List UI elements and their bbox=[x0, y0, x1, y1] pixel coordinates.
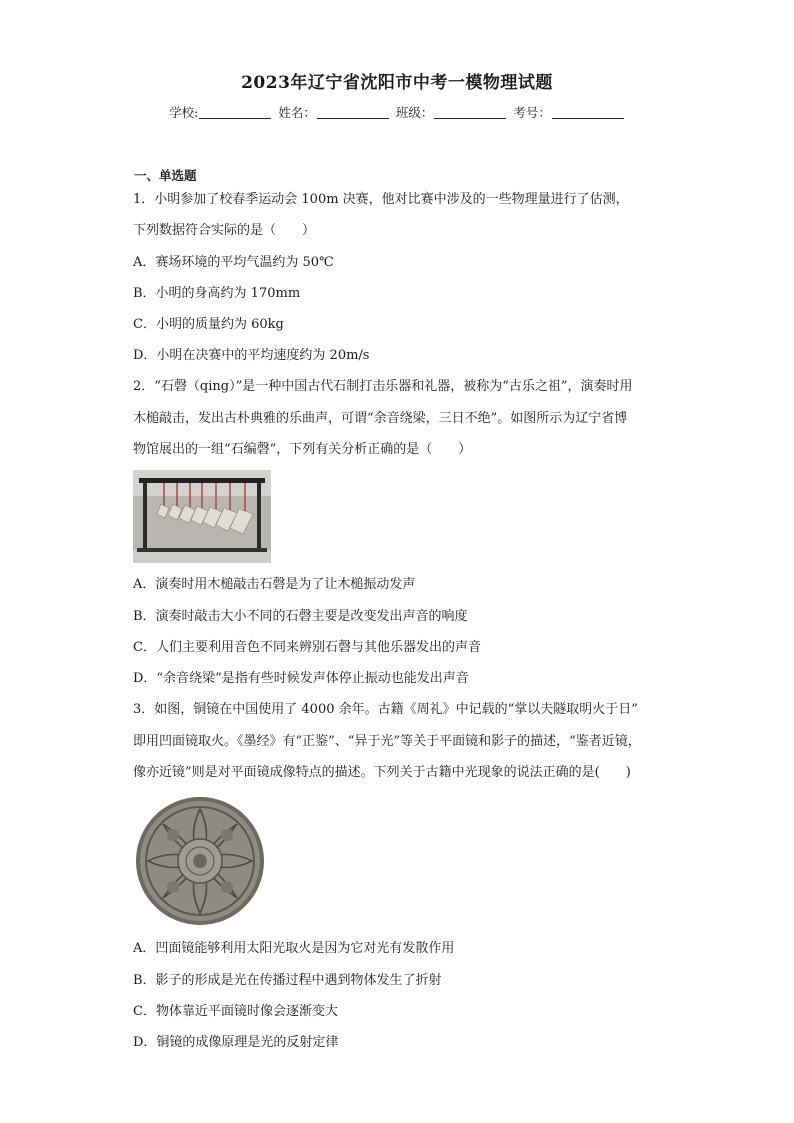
q3-option-d: D．铜镜的成像原理是光的反射定律 bbox=[133, 1035, 339, 1050]
page-title: 2023年辽宁省沈阳市中考一模物理试题 bbox=[241, 73, 553, 93]
q3-stem-line3: 像亦近镜”则是对平面镜成像特点的描述。下列关于古籍中光现象的说法正确的是( ) bbox=[133, 765, 631, 780]
q1-stem-line2: 下列数据符合实际的是（ ） bbox=[133, 223, 316, 238]
school-blank[interactable] bbox=[199, 106, 271, 119]
class-blank[interactable] bbox=[434, 106, 506, 119]
q3-option-c: C．物体靠近平面镜时像会逐渐变大 bbox=[133, 1004, 338, 1019]
q3-option-b: B．影子的形成是光在传播过程中遇到物体发生了折射 bbox=[133, 973, 442, 988]
q2-stem-line2: 木槌敲击，发出古朴典雅的乐曲声，可谓“余音绕梁，三日不绝”。如图所示为辽宁省博 bbox=[133, 411, 628, 426]
stone-chime-photo bbox=[133, 470, 271, 563]
q1-stem-line1: 1．小明参加了校春季运动会 100m 决赛，他对比赛中涉及的一些物理量进行了估测， bbox=[133, 192, 629, 207]
bronze-mirror-photo bbox=[133, 795, 267, 927]
class-label: 班级： bbox=[395, 105, 434, 120]
q3-stem-line2: 即用凹面镜取火。《墨经》有“正鉴”、“异于光”等关于平面镜和影子的描述，“鉴者近镜， bbox=[133, 734, 641, 749]
student-info-row bbox=[0, 103, 794, 121]
q1-option-a: A．赛场环境的平均气温约为 50℃ bbox=[133, 255, 334, 270]
name-label: 姓名： bbox=[278, 105, 316, 120]
exam-no-blank[interactable] bbox=[552, 106, 624, 119]
school-label: 学校: bbox=[169, 105, 199, 120]
q2-option-d: D．“余音绕梁”是指有些时候发声体停止振动也能发出声音 bbox=[133, 671, 469, 686]
q1-option-b: B．小明的身高约为 170mm bbox=[133, 286, 301, 301]
q3-stem-line1: 3．如图，铜镜在中国使用了 4000 余年。古籍《周礼》中记载的“掌以夫隧取明火于日” bbox=[133, 702, 638, 717]
q1-option-d: D．小明在决赛中的平均速度约为 20m/s bbox=[133, 348, 370, 363]
q2-option-c: C．人们主要利用音色不同来辨别石磬与其他乐器发出的声音 bbox=[133, 640, 481, 655]
q2-stem-line1: 2．“石磬（qing）”是一种中国古代石制打击乐器和礼器，被称为“古乐之祖”，演奏时用 bbox=[133, 379, 633, 394]
q1-option-c: C．小明的质量约为 60kg bbox=[133, 317, 284, 332]
q2-option-a: A．演奏时用木槌敲击石磬是为了让木槌振动发声 bbox=[133, 577, 416, 592]
q3-option-a: A．凹面镜能够利用太阳光取火是因为它对光有发散作用 bbox=[133, 941, 455, 956]
q2-stem-line3: 物馆展出的一组“石编磬”，下列有关分析正确的是（ ） bbox=[133, 442, 472, 457]
name-blank[interactable] bbox=[317, 106, 389, 119]
q2-option-b: B．演奏时敲击大小不同的石磬主要是改变发出声音的响度 bbox=[133, 609, 468, 624]
exam-no-label: 考号： bbox=[513, 105, 551, 120]
section-title: 一、单选题 bbox=[134, 168, 197, 183]
